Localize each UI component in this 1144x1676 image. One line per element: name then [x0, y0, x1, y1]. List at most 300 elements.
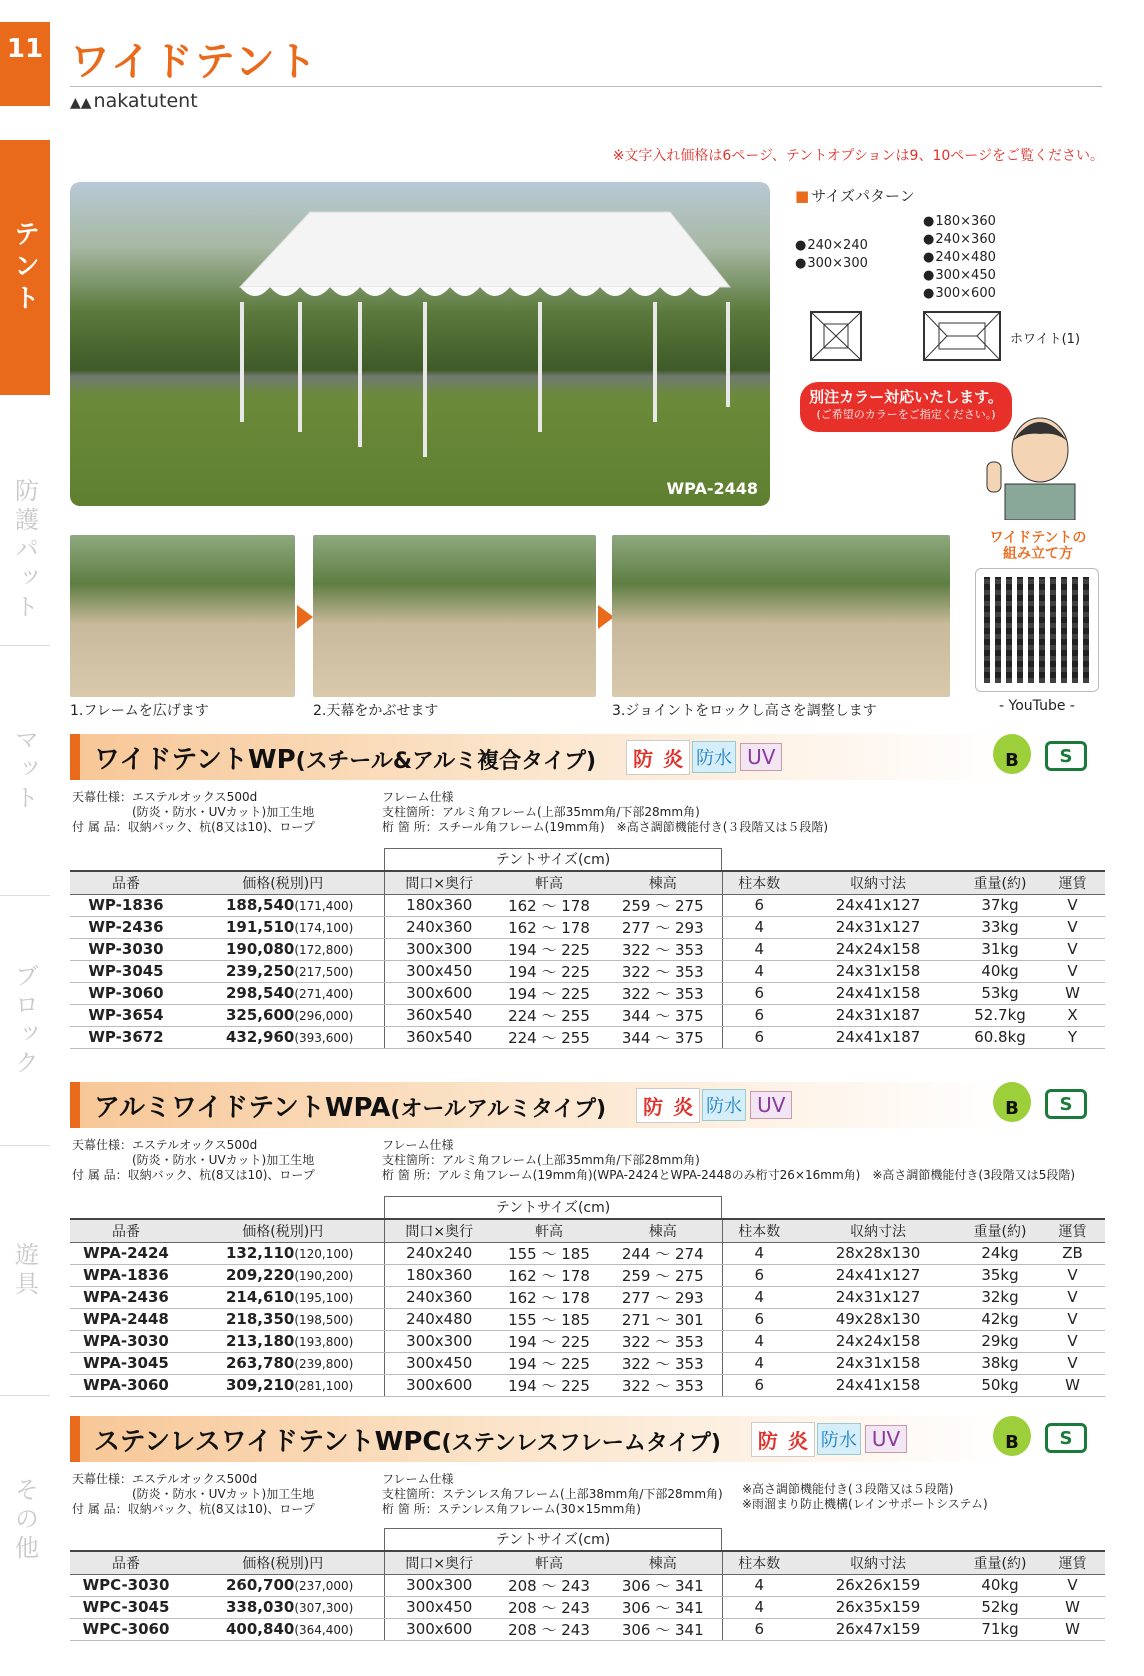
product-code: WP-3654 — [70, 1004, 182, 1026]
ink-b-icon: B — [993, 1416, 1031, 1456]
spec-fabric: 天幕仕様：エステルオックス500d (防炎・防水・UVカット)加工生地 付 属 品：収納バック、杭(8又は10)、ロープ — [72, 1472, 315, 1516]
uv-badge: UV — [750, 1091, 792, 1119]
col-code: 品番 — [70, 872, 182, 894]
eave-height: 194 ～ 225 — [494, 1330, 604, 1352]
eave-height: 162 ～ 178 — [494, 1286, 604, 1308]
span-depth: 180x360 — [384, 894, 494, 916]
table-row — [70, 1618, 1105, 1640]
product-code: WP-3672 — [70, 1026, 182, 1048]
size-item: ● 180×360 — [923, 213, 996, 231]
freight-class: Y — [1040, 1026, 1105, 1048]
weight: 53kg — [960, 982, 1040, 1004]
side-tab-block[interactable]: ブロック — [0, 895, 50, 1145]
side-tab-pad[interactable]: 防護パット — [10, 477, 39, 623]
product-code: WPA-3060 — [70, 1374, 182, 1396]
table-row — [70, 1596, 1105, 1618]
freight-class: V — [1040, 1330, 1105, 1352]
pillar-count: 4 — [722, 938, 796, 960]
col-ridge: 棟高 — [604, 872, 722, 894]
price — [182, 1574, 384, 1596]
table-row — [70, 894, 1105, 916]
price — [182, 894, 384, 916]
spec-features: ※高さ調節機能付き(３段階又は５段階) ※雨溜まり防止機構(レインサポートシステム) — [742, 1482, 988, 1511]
price-tax-value: (198,500) — [294, 1313, 354, 1327]
freight-class: V — [1040, 960, 1105, 982]
tent-size-group-header: テントサイズ(cm) — [384, 848, 722, 872]
price — [182, 938, 384, 960]
col-span: 間口×奥行 — [384, 1220, 494, 1242]
product-code: WP-3060 — [70, 982, 182, 1004]
price-tax-value: (195,100) — [294, 1291, 354, 1305]
price-value: 239,250 — [226, 962, 295, 980]
reference-note: ※文字入れ価格は6ページ、テントオプションは9、10ページをご覧ください。 — [612, 148, 1104, 164]
ridge-height: 259 ～ 275 — [604, 1264, 722, 1286]
price-tax-value: (296,000) — [294, 1009, 354, 1023]
col-storage: 収納寸法 — [796, 1220, 960, 1242]
table-header-row — [70, 872, 1105, 894]
price — [182, 982, 384, 1004]
step-caption-1: 1.フレームを広げます — [70, 703, 209, 719]
col-code: 品番 — [70, 1220, 182, 1242]
ridge-height: 306 ～ 341 — [604, 1596, 722, 1618]
weight: 71kg — [960, 1618, 1040, 1640]
step-photo-2 — [313, 535, 596, 697]
table-row — [70, 1004, 1105, 1026]
page-title: ワイドテント — [70, 39, 319, 85]
si-mark-icon: S — [1045, 1089, 1087, 1119]
span-depth: 300x600 — [384, 1618, 494, 1640]
table-row — [70, 1242, 1105, 1264]
step-caption-3: 3.ジョイントをロックし高さを調整します — [612, 703, 877, 719]
col-eave: 軒高 — [494, 1220, 604, 1242]
price-value: 309,210 — [226, 1376, 295, 1394]
eave-height: 194 ～ 225 — [494, 982, 604, 1004]
ink-b-icon: B — [993, 734, 1031, 774]
freight-class: V — [1040, 916, 1105, 938]
freight-class: ZB — [1040, 1242, 1105, 1264]
col-eave: 軒高 — [494, 1552, 604, 1574]
bubble-line2: (ご希望のカラーをご指定ください。) — [816, 408, 996, 421]
table-row — [70, 960, 1105, 982]
table-row — [70, 1286, 1105, 1308]
storage-size: 24x41x187 — [796, 1026, 960, 1048]
ridge-height: 322 ～ 353 — [604, 960, 722, 982]
col-code: 品番 — [70, 1552, 182, 1574]
wpc-table-body — [70, 1574, 1105, 1640]
price — [182, 1264, 384, 1286]
mascot-illustration — [985, 412, 1080, 520]
price — [182, 1004, 384, 1026]
youtube-qr-code[interactable] — [975, 568, 1099, 692]
qr-pattern — [984, 577, 1090, 683]
waterproof-badge: 防水 — [692, 741, 736, 773]
price-value: 190,080 — [226, 940, 295, 958]
product-code: WPA-2424 — [70, 1242, 182, 1264]
uv-badge: UV — [865, 1425, 907, 1453]
price-value: 188,540 — [226, 896, 295, 914]
freight-class: V — [1040, 1352, 1105, 1374]
custom-color-bubble — [800, 382, 1012, 432]
spec-fabric: 天幕仕様：エステルオックス500d (防炎・防水・UVカット)加工生地 付 属 品：収納バック、杭(8又は10)、ロープ — [72, 1138, 315, 1182]
product-code: WP-3030 — [70, 938, 182, 960]
spec-frame: フレーム仕様 支柱箇所：アルミ角フレーム(上部35mm角/下部28mm角) 桁 箇 所：アルミ角フレーム(19mm角)(WPA-2424とWPA-2448のみ桁寸26×16mm角) ※高さ調節機能付き(3段階又は5段階) — [382, 1138, 1076, 1182]
price-value: 213,180 — [226, 1332, 295, 1350]
col-weight: 重量(約) — [960, 872, 1040, 894]
price-tax-value: (393,600) — [294, 1031, 354, 1045]
price-value: 191,510 — [226, 918, 295, 936]
col-storage: 収納寸法 — [796, 1552, 960, 1574]
storage-size: 24x24x158 — [796, 938, 960, 960]
ridge-height: 322 ～ 353 — [604, 1374, 722, 1396]
tent-size-group-header: テントサイズ(cm) — [384, 1528, 722, 1552]
ridge-height: 344 ～ 375 — [604, 1004, 722, 1026]
price — [182, 916, 384, 938]
table-header-row — [70, 1220, 1105, 1242]
price-value: 400,840 — [226, 1620, 295, 1638]
price — [182, 1242, 384, 1264]
spec-frame: フレーム仕様 支柱箇所：アルミ角フレーム(上部35mm角/下部28mm角) 桁 箇 所：スチール角フレーム(19mm角) ※高さ調節機能付き(３段階又は５段階) — [382, 790, 829, 834]
freight-class: V — [1040, 938, 1105, 960]
storage-size: 24x31x127 — [796, 1286, 960, 1308]
spec-fabric: 天幕仕様：エステルオックス500d (防炎・防水・UVカット)加工生地 付 属 品：収納バック、杭(8又は10)、ロープ — [72, 790, 315, 834]
storage-size: 24x41x127 — [796, 894, 960, 916]
tent-illustration — [70, 182, 770, 506]
eave-height: 194 ～ 225 — [494, 960, 604, 982]
freight-class: W — [1040, 1618, 1105, 1640]
price-tax-value: (217,500) — [294, 965, 354, 979]
ridge-height: 322 ～ 353 — [604, 982, 722, 1004]
brand-logo — [70, 90, 198, 112]
storage-size: 24x24x158 — [796, 1330, 960, 1352]
ridge-height: 322 ～ 353 — [604, 1330, 722, 1352]
span-depth: 300x300 — [384, 938, 494, 960]
pillar-count: 4 — [722, 1352, 796, 1374]
si-mark-icon: S — [1045, 741, 1087, 771]
col-span: 間口×奥行 — [384, 1552, 494, 1574]
col-ridge: 棟高 — [604, 1220, 722, 1242]
weight: 29kg — [960, 1330, 1040, 1352]
fireproof-badge: 防 炎 — [751, 1422, 815, 1457]
price — [182, 1308, 384, 1330]
pillar-count: 4 — [722, 1574, 796, 1596]
span-depth: 300x450 — [384, 1596, 494, 1618]
table-row — [70, 1308, 1105, 1330]
weight: 52.7kg — [960, 1004, 1040, 1026]
freight-class: W — [1040, 982, 1105, 1004]
col-weight: 重量(約) — [960, 1552, 1040, 1574]
eave-height: 224 ～ 255 — [494, 1004, 604, 1026]
product-code: WPA-2448 — [70, 1308, 182, 1330]
storage-size: 26x47x159 — [796, 1618, 960, 1640]
eave-height: 162 ～ 178 — [494, 894, 604, 916]
span-depth: 240x360 — [384, 916, 494, 938]
color-label: ホワイト(1) — [1010, 332, 1081, 347]
price-tax-value: (193,800) — [294, 1335, 354, 1349]
rect-pattern-diagram — [923, 311, 1001, 361]
ridge-height: 277 ～ 293 — [604, 916, 722, 938]
col-freight: 運賃 — [1040, 1552, 1105, 1574]
table-row — [70, 1330, 1105, 1352]
price-tax-value: (364,400) — [294, 1623, 354, 1637]
waterproof-badge: 防水 — [702, 1089, 746, 1121]
col-weight: 重量(約) — [960, 1220, 1040, 1242]
price — [182, 960, 384, 982]
size-pattern — [795, 185, 1115, 395]
freight-class: V — [1040, 1264, 1105, 1286]
price-tax-value: (120,100) — [294, 1247, 354, 1261]
eave-height: 194 ～ 225 — [494, 1352, 604, 1374]
col-eave: 軒高 — [494, 872, 604, 894]
storage-size: 24x41x158 — [796, 1374, 960, 1396]
span-depth: 300x600 — [384, 1374, 494, 1396]
col-pillars: 柱本数 — [722, 872, 796, 894]
col-price: 価格(税別)円 — [182, 872, 384, 894]
ridge-height: 244 ～ 274 — [604, 1242, 722, 1264]
table-row — [70, 1264, 1105, 1286]
product-code: WP-3045 — [70, 960, 182, 982]
weight: 32kg — [960, 1286, 1040, 1308]
pillar-count: 6 — [722, 1618, 796, 1640]
section-wpa-header — [70, 1082, 1105, 1128]
price — [182, 1026, 384, 1048]
spec-frame: フレーム仕様 支柱箇所：ステンレス角フレーム(上部38mm角/下部28mm角) 桁 箇 所：ステンレス角フレーム(30×15mm角) — [382, 1472, 723, 1516]
eave-height: 208 ～ 243 — [494, 1596, 604, 1618]
title-divider — [70, 86, 1102, 87]
pillar-count: 6 — [722, 1264, 796, 1286]
pillar-count: 4 — [722, 1330, 796, 1352]
pillar-count: 4 — [722, 916, 796, 938]
price-tax-value: (281,100) — [294, 1379, 354, 1393]
price — [182, 1352, 384, 1374]
product-code: WPC-3060 — [70, 1618, 182, 1640]
product-code: WP-2436 — [70, 916, 182, 938]
product-code: WP-1836 — [70, 894, 182, 916]
table-header-row — [70, 1552, 1105, 1574]
freight-class: X — [1040, 1004, 1105, 1026]
price-tax-value: (174,100) — [294, 921, 354, 935]
product-code: WPC-3030 — [70, 1574, 182, 1596]
pillar-count: 4 — [722, 1242, 796, 1264]
price — [182, 1596, 384, 1618]
section-title: アルミワイドテントWPA(オールアルミタイプ) — [94, 1092, 607, 1123]
price-tax-value: (271,400) — [294, 987, 354, 1001]
square-pattern-diagram — [810, 311, 862, 361]
span-depth: 300x600 — [384, 982, 494, 1004]
freight-class: V — [1040, 1308, 1105, 1330]
side-tab-tent[interactable]: テント — [0, 140, 50, 395]
price — [182, 1374, 384, 1396]
ridge-height: 322 ～ 353 — [604, 938, 722, 960]
wp-table-body — [70, 894, 1105, 1048]
col-ridge: 棟高 — [604, 1552, 722, 1574]
span-depth: 360x540 — [384, 1004, 494, 1026]
product-code: WPA-3030 — [70, 1330, 182, 1352]
eave-height: 208 ～ 243 — [494, 1574, 604, 1596]
weight: 50kg — [960, 1374, 1040, 1396]
wpa-table — [70, 1220, 1105, 1397]
size-group-square — [795, 237, 868, 273]
storage-size: 26x26x159 — [796, 1574, 960, 1596]
eave-height: 155 ～ 185 — [494, 1242, 604, 1264]
table-row — [70, 916, 1105, 938]
price-tax-value: (171,400) — [294, 899, 354, 913]
uv-badge: UV — [740, 743, 782, 771]
storage-size: 49x28x130 — [796, 1308, 960, 1330]
col-freight: 運賃 — [1040, 1220, 1105, 1242]
product-code: WPA-1836 — [70, 1264, 182, 1286]
qr-caption: ワイドテントの組み立て方 — [989, 530, 1087, 562]
span-depth: 300x300 — [384, 1574, 494, 1596]
span-depth: 300x450 — [384, 1352, 494, 1374]
section-wp-header — [70, 734, 1105, 780]
table-row — [70, 982, 1105, 1004]
price-tax-value: (237,000) — [294, 1579, 354, 1593]
table-row — [70, 1026, 1105, 1048]
ridge-height: 344 ～ 375 — [604, 1026, 722, 1048]
storage-size: 24x41x127 — [796, 1264, 960, 1286]
storage-size: 24x31x158 — [796, 960, 960, 982]
product-code: WPC-3045 — [70, 1596, 182, 1618]
product-code: WPA-3045 — [70, 1352, 182, 1374]
weight: 52kg — [960, 1596, 1040, 1618]
step-caption-2: 2.天幕をかぶせます — [313, 703, 439, 719]
mountain-icon: ▲▲ — [70, 95, 92, 111]
eave-height: 194 ～ 225 — [494, 1374, 604, 1396]
table-row — [70, 1352, 1105, 1374]
pillar-count: 6 — [722, 1308, 796, 1330]
price-value: 209,220 — [226, 1266, 295, 1284]
eave-height: 155 ～ 185 — [494, 1308, 604, 1330]
section-title: ワイドテントWP(スチール&アルミ複合タイプ) — [94, 744, 597, 775]
span-depth: 240x480 — [384, 1308, 494, 1330]
page-number: 11 — [0, 22, 50, 106]
col-storage: 収納寸法 — [796, 872, 960, 894]
span-depth: 300x300 — [384, 1330, 494, 1352]
pillar-count: 4 — [722, 1596, 796, 1618]
pillar-count: 6 — [722, 1026, 796, 1048]
side-tab-playground[interactable]: 遊具 — [0, 1145, 50, 1395]
storage-size: 24x31x187 — [796, 1004, 960, 1026]
eave-height: 162 ～ 178 — [494, 1264, 604, 1286]
table-row — [70, 1374, 1105, 1396]
ridge-height: 277 ～ 293 — [604, 1286, 722, 1308]
price-value: 432,960 — [226, 1028, 295, 1046]
photo-model-label: WPA-2448 — [666, 479, 758, 498]
col-span: 間口×奥行 — [384, 872, 494, 894]
price-tax-value: (307,300) — [294, 1601, 354, 1615]
price — [182, 1286, 384, 1308]
storage-size: 24x31x127 — [796, 916, 960, 938]
price-value: 260,700 — [226, 1576, 295, 1594]
weight: 33kg — [960, 916, 1040, 938]
price — [182, 1330, 384, 1352]
price-value: 298,540 — [226, 984, 295, 1002]
pillar-count: 4 — [722, 1286, 796, 1308]
step-photo-3 — [612, 535, 950, 697]
span-depth: 300x450 — [384, 960, 494, 982]
span-depth: 180x360 — [384, 1264, 494, 1286]
size-item: ● 300×300 — [795, 255, 868, 273]
col-price: 価格(税別)円 — [182, 1220, 384, 1242]
weight: 31kg — [960, 938, 1040, 960]
ridge-height: 271 ～ 301 — [604, 1308, 722, 1330]
col-pillars: 柱本数 — [722, 1552, 796, 1574]
product-code: WPA-2436 — [70, 1286, 182, 1308]
storage-size: 28x28x130 — [796, 1242, 960, 1264]
storage-size: 24x41x158 — [796, 982, 960, 1004]
pillar-count: 6 — [722, 894, 796, 916]
side-tab-mat[interactable]: マット — [0, 645, 50, 895]
storage-size: 24x31x158 — [796, 1352, 960, 1374]
price-tax-value: (172,800) — [294, 943, 354, 957]
ridge-height: 259 ～ 275 — [604, 894, 722, 916]
freight-class: W — [1040, 1596, 1105, 1618]
bubble-line1: 別注カラー対応いたします。 — [809, 388, 1003, 406]
price-value: 338,030 — [226, 1598, 295, 1616]
pillar-count: 6 — [722, 1004, 796, 1026]
freight-class: V — [1040, 894, 1105, 916]
step-photo-1 — [70, 535, 295, 697]
tent-size-group-header: テントサイズ(cm) — [384, 1196, 722, 1220]
weight: 40kg — [960, 1574, 1040, 1596]
pillar-count: 6 — [722, 982, 796, 1004]
price-value: 325,600 — [226, 1006, 295, 1024]
pillar-count: 4 — [722, 960, 796, 982]
weight: 60.8kg — [960, 1026, 1040, 1048]
span-depth: 240x360 — [384, 1286, 494, 1308]
section-title: ステンレスワイドテントWPC(ステンレスフレームタイプ) — [94, 1426, 721, 1457]
freight-class: W — [1040, 1374, 1105, 1396]
table-row — [70, 1574, 1105, 1596]
size-item: ● 240×240 — [795, 237, 868, 255]
pillar-count: 6 — [722, 1374, 796, 1396]
eave-height: 208 ～ 243 — [494, 1618, 604, 1640]
fireproof-badge: 防 炎 — [626, 740, 690, 775]
section-wpc-header — [70, 1416, 1105, 1462]
size-group-rect — [923, 213, 996, 303]
eave-height: 194 ～ 225 — [494, 938, 604, 960]
youtube-label: - YouTube - — [999, 698, 1075, 714]
size-pattern-title: ■ サイズパターン — [795, 185, 1115, 206]
price-tax-value: (190,200) — [294, 1269, 354, 1283]
price-value: 132,110 — [226, 1244, 295, 1262]
storage-size: 26x35x159 — [796, 1596, 960, 1618]
weight: 24kg — [960, 1242, 1040, 1264]
waterproof-badge: 防水 — [817, 1423, 861, 1455]
weight: 35kg — [960, 1264, 1040, 1286]
ridge-height: 306 ～ 341 — [604, 1574, 722, 1596]
col-freight: 運賃 — [1040, 872, 1105, 894]
brand-name: nakatutent — [93, 90, 198, 112]
main-tent-photo — [70, 182, 770, 506]
weight: 40kg — [960, 960, 1040, 982]
price-value: 218,350 — [226, 1310, 295, 1328]
si-mark-icon: S — [1045, 1423, 1087, 1453]
col-pillars: 柱本数 — [722, 1220, 796, 1242]
freight-class: V — [1040, 1574, 1105, 1596]
ink-b-icon: B — [993, 1082, 1031, 1122]
table-row — [70, 938, 1105, 960]
side-tab-other[interactable]: その他 — [0, 1395, 50, 1645]
span-depth: 240x240 — [384, 1242, 494, 1264]
wpa-table-body — [70, 1242, 1105, 1396]
fireproof-badge: 防 炎 — [636, 1088, 700, 1123]
size-item: ● 300×600 — [923, 285, 996, 303]
wpc-table — [70, 1552, 1105, 1641]
weight: 37kg — [960, 894, 1040, 916]
eave-height: 162 ～ 178 — [494, 916, 604, 938]
eave-height: 224 ～ 255 — [494, 1026, 604, 1048]
